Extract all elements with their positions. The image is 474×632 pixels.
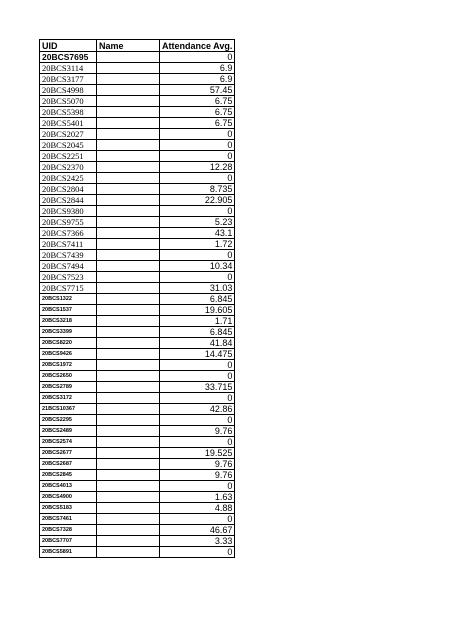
- attendance-avg-cell[interactable]: 19.605: [160, 305, 235, 316]
- table-row: [40, 404, 235, 415]
- header-row: [40, 40, 235, 52]
- uid-cell[interactable]: 20BCS7439: [40, 250, 97, 261]
- attendance-avg-cell[interactable]: 0: [160, 393, 235, 404]
- uid-cell[interactable]: 20BCS2804: [40, 184, 97, 195]
- attendance-avg-cell[interactable]: 6.845: [160, 327, 235, 338]
- table-row: [40, 338, 235, 349]
- table-row: [40, 74, 235, 85]
- attendance-avg-cell[interactable]: 19.525: [160, 448, 235, 459]
- attendance-avg-cell[interactable]: 43.1: [160, 228, 235, 239]
- table-row: [40, 547, 235, 558]
- uid-cell[interactable]: 20BCS1322: [40, 294, 97, 305]
- uid-cell[interactable]: 20BCS5398: [40, 107, 97, 118]
- uid-cell[interactable]: 20BCS2295: [40, 415, 97, 426]
- name-cell[interactable]: [97, 393, 160, 404]
- attendance-avg-cell[interactable]: 10.34: [160, 261, 235, 272]
- uid-cell[interactable]: 20BCS9755: [40, 217, 97, 228]
- table-row: [40, 415, 235, 426]
- table-row: [40, 206, 235, 217]
- name-cell[interactable]: [97, 371, 160, 382]
- name-cell[interactable]: [97, 261, 160, 272]
- attendance-table: [39, 39, 235, 558]
- attendance-avg-cell[interactable]: 46.67: [160, 525, 235, 536]
- table-row: [40, 272, 235, 283]
- table-row: [40, 316, 235, 327]
- name-cell[interactable]: [97, 514, 160, 525]
- attendance-avg-cell[interactable]: 6.9: [160, 74, 235, 85]
- name-cell[interactable]: [97, 327, 160, 338]
- table-row: [40, 151, 235, 162]
- attendance-avg-cell[interactable]: 0: [160, 547, 235, 558]
- table-row: [40, 393, 235, 404]
- table-row: [40, 96, 235, 107]
- header-attendance-avg[interactable]: Attendance Avg.: [160, 40, 235, 52]
- table-row: [40, 283, 235, 294]
- uid-cell[interactable]: 20BCS7707: [40, 536, 97, 547]
- table-row: [40, 250, 235, 261]
- attendance-avg-cell[interactable]: 1.72: [160, 239, 235, 250]
- attendance-avg-cell[interactable]: 41.84: [160, 338, 235, 349]
- attendance-avg-cell[interactable]: 0: [160, 129, 235, 140]
- attendance-avg-cell[interactable]: 0: [160, 371, 235, 382]
- name-cell[interactable]: [97, 272, 160, 283]
- name-cell[interactable]: [97, 470, 160, 481]
- name-cell[interactable]: [97, 547, 160, 558]
- name-cell[interactable]: [97, 437, 160, 448]
- name-cell[interactable]: [97, 426, 160, 437]
- table-row: [40, 162, 235, 173]
- name-cell[interactable]: [97, 184, 160, 195]
- name-cell[interactable]: [97, 217, 160, 228]
- attendance-avg-cell[interactable]: 0: [160, 415, 235, 426]
- uid-cell[interactable]: 20BCS2687: [40, 459, 97, 470]
- uid-cell[interactable]: 20BCS5183: [40, 503, 97, 514]
- name-cell[interactable]: [97, 162, 160, 173]
- name-cell[interactable]: [97, 250, 160, 261]
- uid-cell[interactable]: 20BCS1537: [40, 305, 97, 316]
- table-row: [40, 228, 235, 239]
- table-row: [40, 173, 235, 184]
- uid-cell[interactable]: 20BCS8220: [40, 338, 97, 349]
- uid-cell[interactable]: 20BCS2844: [40, 195, 97, 206]
- table-row: [40, 239, 235, 250]
- uid-cell[interactable]: 20BCS5891: [40, 547, 97, 558]
- uid-cell[interactable]: 20BCS2425: [40, 173, 97, 184]
- uid-cell[interactable]: 20BCS3177: [40, 74, 97, 85]
- name-cell[interactable]: [97, 338, 160, 349]
- attendance-avg-cell[interactable]: 1.63: [160, 492, 235, 503]
- attendance-avg-cell[interactable]: 42.86: [160, 404, 235, 415]
- uid-cell[interactable]: 20BCS2789: [40, 382, 97, 393]
- uid-cell[interactable]: 20BCS7695: [40, 52, 97, 63]
- attendance-avg-cell[interactable]: 9.76: [160, 470, 235, 481]
- name-cell[interactable]: [97, 283, 160, 294]
- name-cell[interactable]: [97, 228, 160, 239]
- attendance-avg-cell[interactable]: 6.75: [160, 107, 235, 118]
- table-row: [40, 305, 235, 316]
- uid-cell[interactable]: 20BCS1972: [40, 360, 97, 371]
- name-cell[interactable]: [97, 349, 160, 360]
- table-row: [40, 140, 235, 151]
- name-cell[interactable]: [97, 173, 160, 184]
- uid-cell[interactable]: 20BCS2677: [40, 448, 97, 459]
- name-cell[interactable]: [97, 294, 160, 305]
- uid-cell[interactable]: 20BCS2045: [40, 140, 97, 151]
- name-cell[interactable]: [97, 316, 160, 327]
- table-row: [40, 470, 235, 481]
- uid-cell[interactable]: 20BCS7461: [40, 514, 97, 525]
- uid-cell[interactable]: 20BCS4998: [40, 85, 97, 96]
- attendance-avg-cell[interactable]: 6.845: [160, 294, 235, 305]
- table-row: [40, 63, 235, 74]
- attendance-avg-cell[interactable]: 0: [160, 52, 235, 63]
- attendance-avg-cell[interactable]: 3.33: [160, 536, 235, 547]
- name-cell[interactable]: [97, 52, 160, 63]
- name-cell[interactable]: [97, 481, 160, 492]
- table-row: [40, 261, 235, 272]
- uid-cell[interactable]: 20BCS7411: [40, 239, 97, 250]
- table-row: [40, 129, 235, 140]
- name-cell[interactable]: [97, 492, 160, 503]
- table-row: [40, 382, 235, 393]
- table-row: [40, 459, 235, 470]
- header-uid[interactable]: UID: [40, 40, 97, 52]
- name-cell[interactable]: [97, 206, 160, 217]
- name-cell[interactable]: [97, 404, 160, 415]
- table-row: [40, 52, 235, 63]
- table-row: [40, 481, 235, 492]
- uid-cell[interactable]: 20BCS4900: [40, 492, 97, 503]
- uid-cell[interactable]: 21BCS10367: [40, 404, 97, 415]
- name-cell[interactable]: [97, 129, 160, 140]
- attendance-avg-cell[interactable]: 0: [160, 360, 235, 371]
- name-cell[interactable]: [97, 415, 160, 426]
- attendance-avg-cell[interactable]: 6.75: [160, 118, 235, 129]
- attendance-avg-cell[interactable]: 14.475: [160, 349, 235, 360]
- table-row: [40, 107, 235, 118]
- table-row: [40, 437, 235, 448]
- uid-cell[interactable]: 20BCS3399: [40, 327, 97, 338]
- name-cell[interactable]: [97, 525, 160, 536]
- name-cell[interactable]: [97, 503, 160, 514]
- table-row: [40, 294, 235, 305]
- table-row: [40, 349, 235, 360]
- attendance-avg-cell[interactable]: 31.03: [160, 283, 235, 294]
- uid-cell[interactable]: 20BCS3172: [40, 393, 97, 404]
- attendance-avg-cell[interactable]: 0: [160, 173, 235, 184]
- name-cell[interactable]: [97, 74, 160, 85]
- table-body: [40, 52, 235, 558]
- name-cell[interactable]: [97, 118, 160, 129]
- name-cell[interactable]: [97, 305, 160, 316]
- table-row: [40, 217, 235, 228]
- uid-cell[interactable]: 20BCS9380: [40, 206, 97, 217]
- attendance-avg-cell[interactable]: 0: [160, 514, 235, 525]
- table-row: [40, 118, 235, 129]
- table-row: [40, 492, 235, 503]
- table-row: [40, 426, 235, 437]
- name-cell[interactable]: [97, 239, 160, 250]
- attendance-avg-cell[interactable]: 33.715: [160, 382, 235, 393]
- attendance-avg-cell[interactable]: 6.75: [160, 96, 235, 107]
- uid-cell[interactable]: 20BCS9426: [40, 349, 97, 360]
- attendance-avg-cell[interactable]: 5.23: [160, 217, 235, 228]
- uid-cell[interactable]: 20BCS7366: [40, 228, 97, 239]
- attendance-avg-cell[interactable]: 1.71: [160, 316, 235, 327]
- table-row: [40, 195, 235, 206]
- name-cell[interactable]: [97, 195, 160, 206]
- table-row: [40, 360, 235, 371]
- uid-cell[interactable]: 20BCS7328: [40, 525, 97, 536]
- attendance-avg-cell[interactable]: 12.28: [160, 162, 235, 173]
- name-cell[interactable]: [97, 448, 160, 459]
- attendance-avg-cell[interactable]: 57.45: [160, 85, 235, 96]
- table-row: [40, 327, 235, 338]
- table-row: [40, 371, 235, 382]
- name-cell[interactable]: [97, 536, 160, 547]
- name-cell[interactable]: [97, 382, 160, 393]
- name-cell[interactable]: [97, 96, 160, 107]
- uid-cell[interactable]: 20BCS7523: [40, 272, 97, 283]
- uid-cell[interactable]: 20BCS2574: [40, 437, 97, 448]
- table-row: [40, 514, 235, 525]
- attendance-avg-cell[interactable]: 8.735: [160, 184, 235, 195]
- uid-cell[interactable]: 20BCS2845: [40, 470, 97, 481]
- table-row: [40, 525, 235, 536]
- attendance-avg-cell[interactable]: 6.9: [160, 63, 235, 74]
- attendance-avg-cell[interactable]: 0: [160, 437, 235, 448]
- uid-cell[interactable]: 20BCS3218: [40, 316, 97, 327]
- table-row: [40, 184, 235, 195]
- uid-cell[interactable]: 20BCS7494: [40, 261, 97, 272]
- name-cell[interactable]: [97, 107, 160, 118]
- attendance-avg-cell[interactable]: 9.76: [160, 459, 235, 470]
- uid-cell[interactable]: 20BCS2027: [40, 129, 97, 140]
- uid-cell[interactable]: 20BCS2370: [40, 162, 97, 173]
- uid-cell[interactable]: 20BCS4013: [40, 481, 97, 492]
- name-cell[interactable]: [97, 63, 160, 74]
- attendance-avg-cell[interactable]: 0: [160, 272, 235, 283]
- table-row: [40, 448, 235, 459]
- uid-cell[interactable]: 20BCS7715: [40, 283, 97, 294]
- attendance-avg-cell[interactable]: 0: [160, 140, 235, 151]
- attendance-avg-cell[interactable]: 4.88: [160, 503, 235, 514]
- attendance-avg-cell[interactable]: 22.905: [160, 195, 235, 206]
- uid-cell[interactable]: 20BCS5070: [40, 96, 97, 107]
- name-cell[interactable]: [97, 85, 160, 96]
- name-cell[interactable]: [97, 140, 160, 151]
- attendance-avg-cell[interactable]: 0: [160, 250, 235, 261]
- name-cell[interactable]: [97, 459, 160, 470]
- name-cell[interactable]: [97, 360, 160, 371]
- uid-cell[interactable]: 20BCS3114: [40, 63, 97, 74]
- header-name[interactable]: Name: [97, 40, 160, 52]
- uid-cell[interactable]: 20BCS2489: [40, 426, 97, 437]
- table-row: [40, 536, 235, 547]
- uid-cell[interactable]: 20BCS2251: [40, 151, 97, 162]
- attendance-avg-cell[interactable]: 0: [160, 206, 235, 217]
- attendance-avg-cell[interactable]: 0: [160, 151, 235, 162]
- uid-cell[interactable]: 20BCS5401: [40, 118, 97, 129]
- attendance-avg-cell[interactable]: 9.76: [160, 426, 235, 437]
- name-cell[interactable]: [97, 151, 160, 162]
- table-row: [40, 503, 235, 514]
- uid-cell[interactable]: 20BCS2650: [40, 371, 97, 382]
- attendance-avg-cell[interactable]: 0: [160, 481, 235, 492]
- table-row: [40, 85, 235, 96]
